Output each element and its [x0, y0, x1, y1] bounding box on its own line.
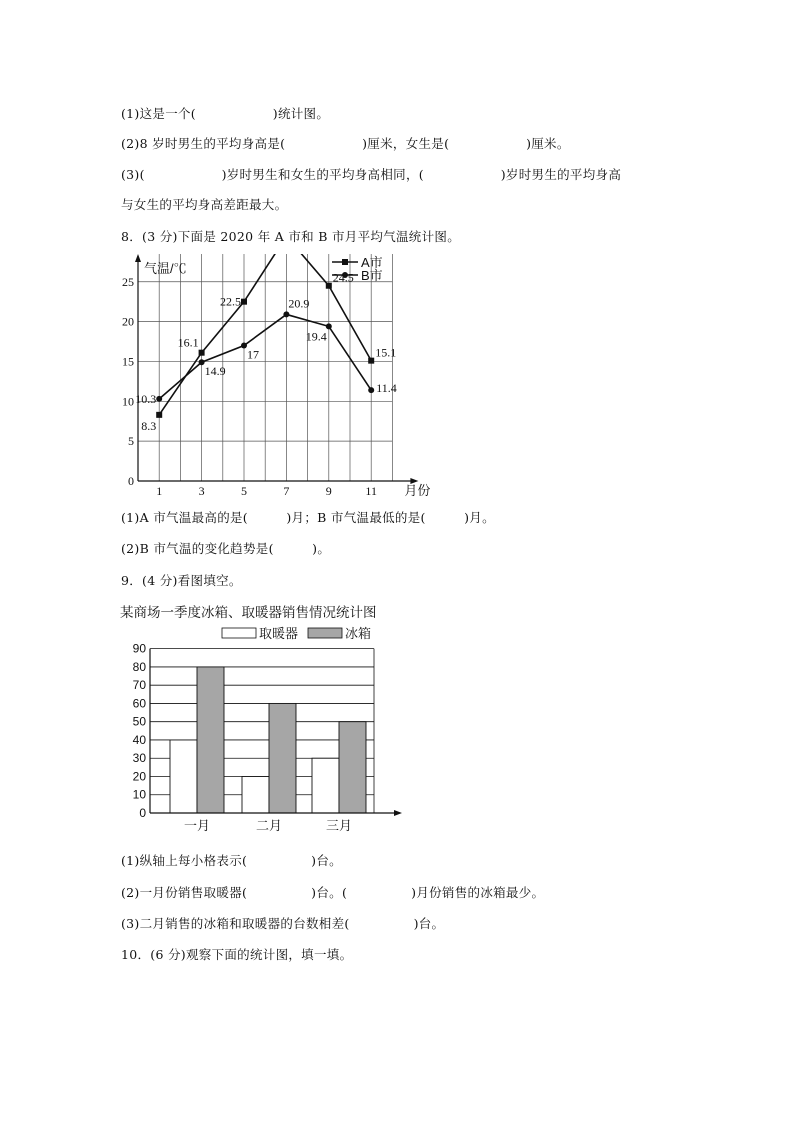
q8-header: 8．(3 分)下面是 2020 年 A 市和 B 市月平均气温统计图。 [121, 229, 460, 244]
y-tick-label: 0 [128, 474, 134, 488]
data-point-square [326, 283, 332, 289]
x-tick-label: 1 [156, 484, 163, 498]
y-tick-label: 20 [132, 769, 146, 784]
data-point-circle [156, 396, 162, 402]
legend-label: 取暖器 [259, 626, 299, 641]
y-axis-arrow [135, 254, 141, 262]
data-label: 10.3 [135, 391, 157, 406]
y-tick-label: 50 [132, 714, 146, 729]
y-axis-label: 气温/℃ [144, 261, 187, 276]
q8-sub1: (1)A 市气温最高的是( )月；B 市气温最低的是( )月。 [121, 510, 495, 525]
bar-fridge [269, 703, 296, 813]
data-point-square [156, 412, 162, 418]
y-tick-label: 25 [122, 274, 134, 289]
line-chart [110, 254, 430, 504]
data-label: 11.4 [376, 381, 397, 396]
bar-chart [112, 600, 412, 840]
y-tick-label: 10 [132, 787, 146, 802]
legend-label: 冰箱 [345, 626, 372, 641]
y-tick-label: 90 [132, 641, 146, 656]
data-point-square [241, 299, 247, 305]
y-tick-label: 30 [132, 751, 146, 766]
data-label: 17 [247, 347, 259, 362]
data-point-square [368, 358, 374, 364]
data-label: 14.9 [204, 364, 226, 379]
data-point-circle [283, 311, 289, 317]
legend-swatch [222, 628, 256, 638]
y-tick-label: 40 [132, 732, 146, 747]
x-tick-label: 9 [325, 484, 332, 498]
y-tick-label: 70 [132, 678, 146, 693]
x-tick-label: 二月 [255, 818, 283, 833]
data-point-circle [368, 387, 374, 393]
q9-sub3: (3)二月销售的冰箱和取暖器的台数相差( )台。 [121, 916, 445, 931]
data-label: 22.5 [220, 294, 241, 309]
legend-label: A市 [361, 255, 383, 270]
legend-swatch [308, 628, 342, 638]
data-label: 16.1 [177, 335, 199, 350]
x-tick-label: 7 [283, 484, 290, 498]
data-label: 15.1 [375, 345, 397, 360]
q7-sub2: (2)8 岁时男生的平均身高是( )厘米，女生是( )厘米。 [121, 136, 570, 151]
q9-sub1: (1)纵轴上每小格表示( )台。 [121, 853, 342, 868]
q10-header: 10．(6 分)观察下面的统计图，填一填。 [121, 947, 353, 962]
bar-fridge [197, 667, 224, 813]
y-tick-label: 10 [122, 394, 134, 409]
q9-header: 9．(4 分)看图填空。 [121, 573, 242, 588]
x-tick-label: 11 [365, 484, 377, 498]
x-tick-label: 一月 [183, 818, 211, 833]
y-tick-label: 0 [139, 806, 146, 820]
x-tick-label: 5 [241, 484, 247, 498]
q7-sub3a: (3)( )岁时男生和女生的平均身高相同，( )岁时男生的平均身高 [121, 167, 622, 182]
data-label: 24.5 [332, 270, 354, 285]
x-axis-arrow [394, 810, 402, 816]
y-tick-label: 5 [128, 434, 134, 449]
x-tick-label: 3 [198, 484, 205, 498]
y-tick-label: 80 [132, 659, 146, 674]
legend-label: B市 [361, 268, 383, 283]
q7-sub3b: 与女生的平均身高差距最大。 [121, 197, 288, 212]
chart-title: 某商场一季度冰箱、取暖器销售情况统计图 [120, 605, 377, 620]
bar-heater [170, 740, 197, 813]
x-axis-label: 月份 [404, 483, 430, 498]
x-tick-label: 三月 [325, 818, 353, 833]
data-label: 8.3 [141, 418, 157, 433]
q8-sub2: (2)B 市气温的变化趋势是( )。 [121, 541, 331, 556]
data-point-square [199, 350, 205, 356]
bar-heater [242, 776, 269, 813]
q7-sub1: (1)这是一个( )统计图。 [121, 106, 330, 121]
y-tick-label: 20 [122, 314, 134, 329]
bar-fridge [339, 722, 366, 813]
data-label: 19.4 [305, 329, 327, 344]
legend-marker-square [342, 259, 348, 265]
y-tick-label: 60 [132, 696, 146, 711]
q9-sub2: (2)一月份销售取暖器( )台。( )月份销售的冰箱最少。 [121, 885, 545, 900]
y-tick-label: 15 [122, 354, 134, 369]
data-label: 20.9 [288, 296, 310, 311]
bar-heater [312, 758, 339, 813]
